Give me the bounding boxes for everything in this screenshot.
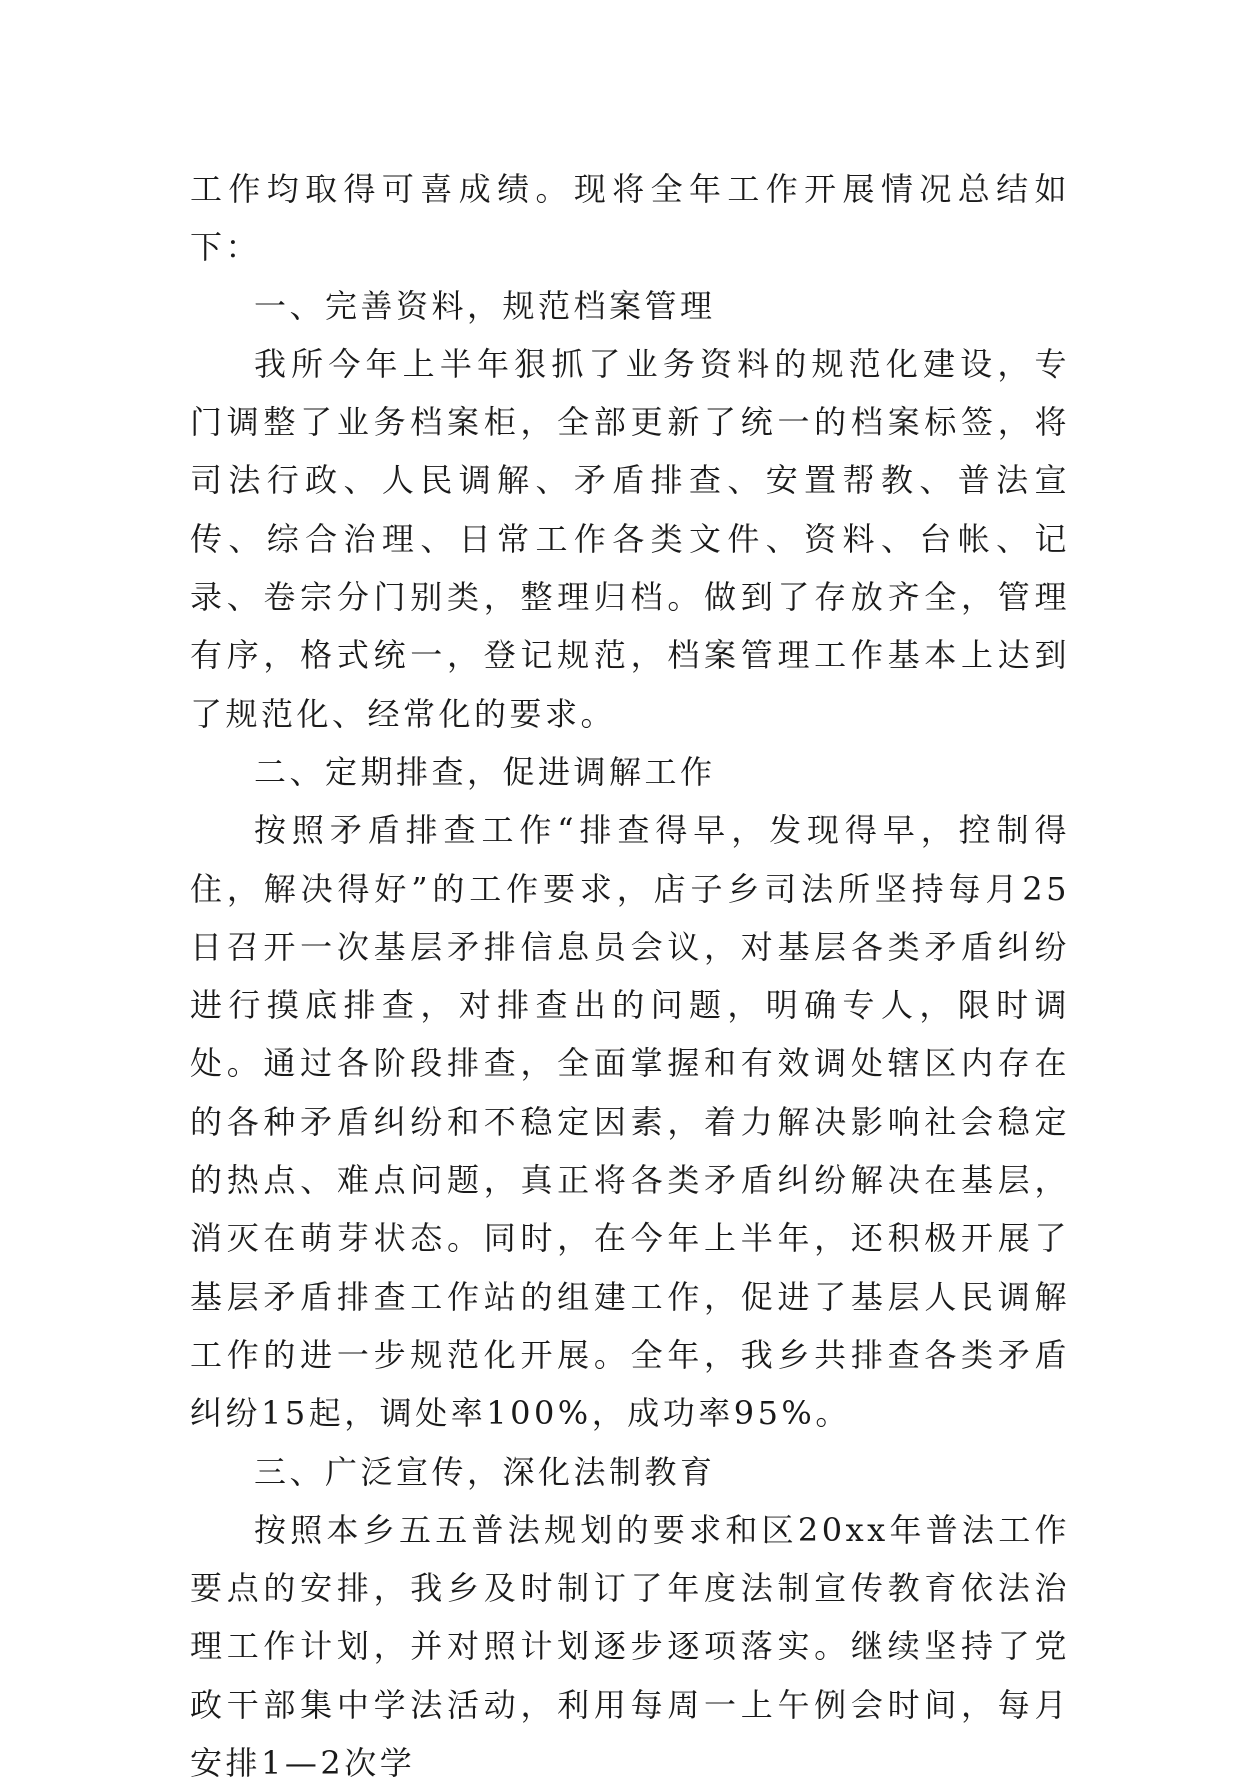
paragraph-archive-management: 我所今年上半年狠抓了业务资料的规范化建设，专门调整了业务档案柜，全部更新了统一的档案标签，将司法行政、人民调解、矛盾排查、安置帮教、普法宣传、综合治理、日常工作各类文件、资料、台帐、记录、卷宗分门别类，整理归档。做到了存放齐全，管理有序，格式统一，登记规范，档案管理工作基本上达到了规范化、经常化的要求。 xyxy=(190,344,1070,733)
section-heading-2: 二、定期排查，促进调解工作 xyxy=(254,752,716,791)
section-heading-3: 三、广泛宣传，深化法制教育 xyxy=(254,1452,716,1491)
paragraph-mediation-work: 按照矛盾排查工作“排查得早，发现得早，控制得住，解决得好”的工作要求，店子乡司法所坚持每月25日召开一次基层矛排信息员会议，对基层各类矛盾纠纷进行摸底排查，对排查出的问题，明确专人，限时调处。通过各阶段排查，全面掌握和有效调处辖区内存在的各种矛盾纠纷和不稳定因素，着力解决影响社会稳定的热点、难点问题，真正将各类矛盾纠纷解决在基层，消灭在萌芽状态。同时，在今年上半年，还积极开展了基层矛盾排查工作站的组建工作，促进了基层人民调解工作的进一步规范化开展。全年，我乡共排查各类矛盾纠纷15起，调处率100%，成功率95%。 xyxy=(190,811,1070,1433)
document-body xyxy=(190,160,1070,1792)
section-heading-1: 一、完善资料，规范档案管理 xyxy=(254,286,716,325)
paragraph-legal-education: 按照本乡五五普法规划的要求和区20xx年普法工作要点的安排，我乡及时制订了年度法制宣传教育依法治理工作计划，并对照计划逐步逐项落实。继续坚持了党政干部集中学法活动，利用每周一上午例会时间，每月安排1—2次学 xyxy=(190,1510,1070,1783)
paragraph-intro-continuation: 工作均取得可喜成绩。现将全年工作开展情况总结如下： xyxy=(190,170,1070,267)
